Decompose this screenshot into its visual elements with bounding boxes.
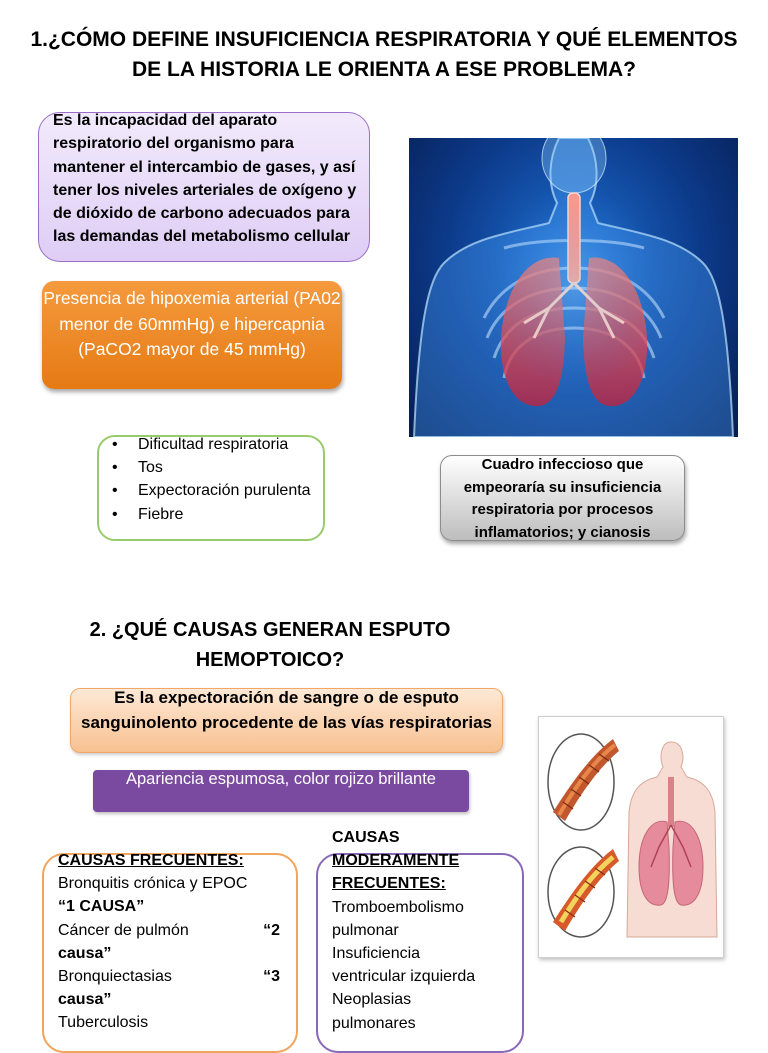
cause-line: Tuberculosis bbox=[58, 1014, 149, 1032]
definition-box bbox=[38, 112, 370, 262]
section2-title-line2: HEMOPTOICO? bbox=[195, 649, 345, 671]
hypoxemia-text: Presencia de hipoxemia arterial (PA02 menor de 60mmHg) e hipercapnia (PaCO2 mayor de 45 mmHg) bbox=[43, 288, 341, 359]
bullet-icon: • bbox=[112, 482, 118, 500]
respiratory-system-illustration bbox=[409, 138, 738, 437]
moderate-item: pulmonar bbox=[332, 921, 399, 939]
section1-title-line2: DE LA HISTORIA LE ORIENTA A ESE PROBLEMA? bbox=[131, 58, 637, 81]
respiratory-body-graphic bbox=[409, 138, 738, 437]
section1-title-line1: 1.¿CÓMO DEFINE INSUFICIENCIA RESPIRATORIA Y QUÉ ELEMENTOS bbox=[30, 28, 738, 51]
section1-title bbox=[0, 25, 768, 85]
section2-title bbox=[40, 615, 500, 675]
cause-rank: causa” bbox=[58, 944, 112, 962]
frequent-causes-list bbox=[58, 849, 288, 1035]
symptom-item: • Expectoración purulenta bbox=[108, 479, 320, 502]
moderate-heading-line1: CAUSAS bbox=[332, 829, 400, 846]
definition-text: Es la incapacidad del aparato respiratorio del organismo para mantener el intercambio de gases, y así tener los niveles arteriales de oxígeno y de dióxido de carbono adecuados para las demandas del metabolismo cellular bbox=[53, 112, 357, 246]
symptom-item: • Fiebre bbox=[108, 503, 320, 526]
moderate-heading-line3: FRECUENTES: bbox=[332, 875, 446, 893]
bullet-icon: • bbox=[112, 436, 118, 453]
hypoxemia-box bbox=[42, 281, 342, 389]
symptom-item: • Tos bbox=[108, 456, 320, 479]
appearance-text: Apariencia espumosa, color rojizo brillante bbox=[126, 770, 436, 788]
moderate-item: Insuficiencia bbox=[332, 945, 421, 963]
moderate-item: pulmonares bbox=[332, 1014, 416, 1032]
moderate-item: Tromboembolismo bbox=[332, 898, 464, 916]
symptoms-list bbox=[108, 435, 320, 526]
cause-rank: “1 CAUSA” bbox=[58, 898, 145, 916]
bullet-icon: • bbox=[112, 505, 118, 523]
symptoms-box bbox=[97, 435, 325, 541]
cause-line: Bronquitis crónica y EPOC bbox=[58, 875, 248, 893]
hemoptysis-definition-box bbox=[70, 688, 503, 753]
cause-line: Cáncer de pulmón “2 bbox=[58, 921, 280, 939]
infection-note-text: Cuadro infeccioso que empeoraría su insuficiencia respiratoria por procesos inflamatorios; y cianosis bbox=[463, 456, 662, 541]
frequent-causes-heading: CAUSAS FRECUENTES: bbox=[58, 852, 244, 869]
bronchi-illustration bbox=[538, 716, 724, 958]
infection-note-box bbox=[440, 455, 685, 541]
bullet-icon: • bbox=[112, 459, 118, 477]
bronchi-graphic bbox=[539, 717, 723, 957]
symptom-item: • Dificultad respiratoria bbox=[108, 435, 320, 456]
moderate-causes-list bbox=[332, 826, 522, 1035]
cause-rank: causa” bbox=[58, 991, 112, 1009]
hemoptysis-definition-text: Es la expectoración de sangre o de esputo sanguinolento procedente de las vías respiratorias bbox=[81, 688, 492, 732]
moderate-item: ventricular izquierda bbox=[332, 968, 476, 986]
appearance-box bbox=[93, 770, 469, 812]
moderate-item: Neoplasias bbox=[332, 991, 412, 1009]
moderate-heading-line2: MODERAMENTE bbox=[332, 852, 460, 870]
cause-line: Bronquiectasias “3 bbox=[58, 967, 280, 985]
section2-title-line1: 2. ¿QUÉ CAUSAS GENERAN ESPUTO bbox=[89, 619, 451, 641]
